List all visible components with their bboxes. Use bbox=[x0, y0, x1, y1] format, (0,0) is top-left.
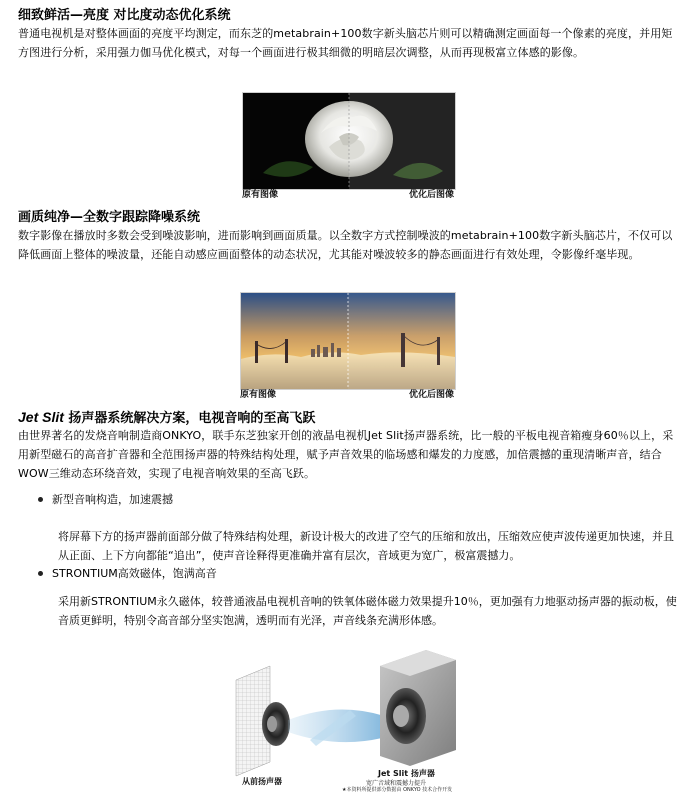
diagram-label-jetslit: Jet Slit 扬声器 bbox=[378, 769, 435, 778]
bullet-dot-icon bbox=[38, 497, 43, 502]
rose-captions bbox=[242, 189, 454, 201]
bullet-item-structure bbox=[38, 492, 173, 508]
section-body-noise: 数字影像在播放时多数会受到噪波影响，进而影响到画面质量。以全数字方式控制噪波的metabrain+100数字新头脑芯片，不仅可以降低画面上整体的噪波量，还能自动感应画面整体的动态状况，尤其能对噪波较多的静态画面进行有效处理，令影像纤毫毕现。 bbox=[18, 229, 673, 261]
bullet-label: STRONTIUM高效磁体，饱满高音 bbox=[52, 567, 217, 580]
bullet-label: 新型音响构造，加速震撼 bbox=[52, 493, 173, 506]
speaker-diagram bbox=[230, 640, 470, 793]
bullet-text-magnet: 采用新STRONTIUM永久磁体，较普通液晶电视机音响的铁氧体磁体磁力效果提升10％，更加强有力地驱动扬声器的振动板，使音质更鲜明，特别令高音部分坚实饱满，透明而有光泽，声音线条充满形体感。 bbox=[58, 595, 677, 627]
section-title-speaker bbox=[18, 409, 315, 427]
rose-comparison-image bbox=[242, 92, 456, 190]
bridge-captions bbox=[240, 389, 454, 401]
diagram-footnote: ★本资料所提供部分数据由 ONKYO 技术合作开发 bbox=[342, 787, 453, 793]
bridge-comparison-image bbox=[240, 292, 456, 390]
caption-optimized: 优化后图像 bbox=[408, 190, 454, 200]
bullet-text-structure: 将屏幕下方的扬声器前面部分做了特殊结构处理，新设计极大的改进了空气的压缩和放出，压缩效应使声波传递更加快速，并且从正面、上下方向都能“追出”，使声音诠释得更准确并富有层次，音域更为宽广，极富震撼力。 bbox=[58, 530, 674, 562]
title-latin-part: Jet Slit bbox=[18, 409, 64, 425]
diagram-label-jetslit-sub: 宽广音域和震撼力提升 bbox=[366, 780, 427, 787]
caption-original: 原有图像 bbox=[242, 190, 279, 200]
section-title-noise: 画质纯净—全数字跟踪降噪系统 bbox=[18, 210, 201, 225]
section-body-speaker: 由世界著名的发烧音响制造商ONKYO，联手东芝独家开创的液晶电视机Jet Slit扬声器系统，比一般的平板电视音箱瘦身60％以上，采用新型磁石的高音扩音器和全范围扬声器的特殊结构处理，赋予声音效果的临场感和爆发的力度感，加倍震撼的重现清晰声音，结合WOW三维动态环绕音效，实现了电视音响效果的至高飞跃。 bbox=[18, 429, 674, 480]
title-cn-part: 扬声器系统解决方案，电视音响的至高飞跃 bbox=[63, 411, 316, 426]
caption-original: 原有图像 bbox=[240, 390, 277, 400]
section-title-contrast: 细致鲜活—亮度 对比度动态优化系统 bbox=[18, 8, 231, 23]
section-body-contrast: 普通电视机是对整体画面的亮度平均测定，而东芝的metabrain+100数字新头脑芯片则可以精确测定画面每一个像素的亮度，并用矩方图进行分析，采用强力伽马优化模式，对每一个画面进行极其细微的明暗层次调整，从而再现极富立体感的影像。 bbox=[18, 27, 673, 59]
diagram-label-front: 从前扬声器 bbox=[242, 777, 282, 786]
bullet-item-magnet bbox=[38, 566, 217, 582]
caption-optimized: 优化后图像 bbox=[408, 390, 454, 400]
bullet-dot-icon bbox=[38, 571, 43, 576]
